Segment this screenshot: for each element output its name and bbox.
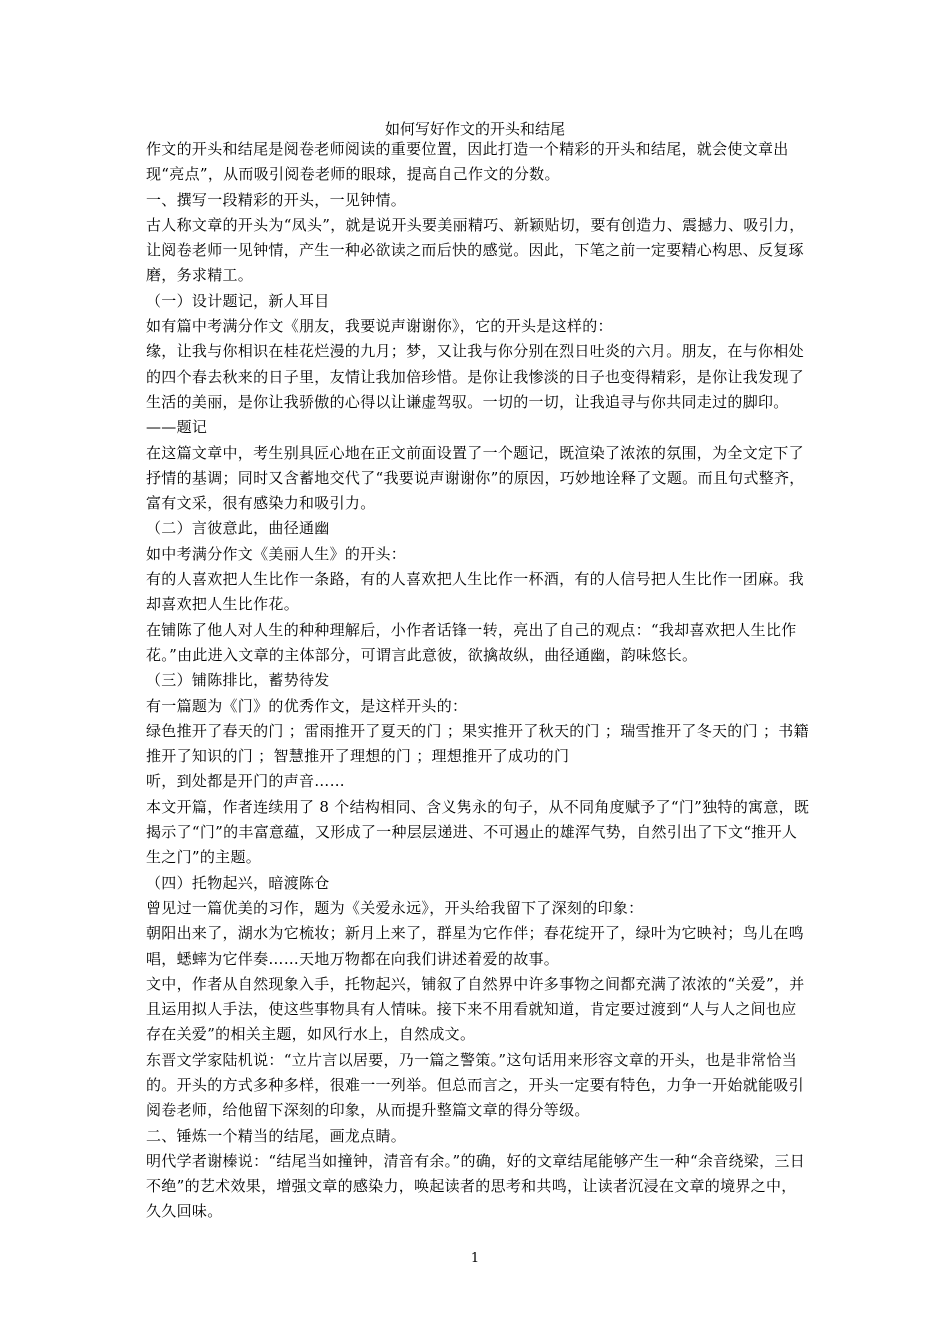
paragraph: 如有篇中考满分作文《朋友，我要说声谢谢你》，它的开头是这样的： — [146, 317, 613, 336]
subsection-heading: （三）铺陈排比，蓄势待发 — [146, 671, 330, 690]
paragraph: 东晋文学家陆机说：“立片言以居要，乃一篇之警策。”这句话用来形容文章的开头，也是非常恰当的。开头的方式多种多样，很难一一列举。但总而言之，开头一定要有特色，力争一开始就能吸引阅卷老师，给他留下深刻的印象，从而提升整篇文章的得分等级。 — [146, 1050, 804, 1120]
quoted-example: 朝阳出来了，湖水为它梳妆；新月上来了，群星为它作伴；春花绽开了，绿叶为它映衬；鸟儿在鸣唱，蟋蟀为它伴奏……天地万物都在向我们讲述着爱的故事。 — [146, 924, 804, 968]
paragraph: 如中考满分作文《美丽人生》的开头： — [146, 544, 407, 563]
paragraph: 古人称文章的开头为“凤头”，就是说开头要美丽精巧、新颖贴切，要有创造力、震撼力、吸引力，让阅卷老师一见钟情，产生一种必欲读之而后快的感觉。因此，下笔之前一定要精心构思、反复琢磨，务求精工。 — [146, 215, 805, 285]
subsection-heading: （四）托物起兴，暗渡陈仓 — [146, 873, 330, 892]
paragraph: 在铺陈了他人对人生的种种理解后，小作者话锋一转，亮出了自己的观点：“我却喜欢把人生比作花。”由此进入文章的主体部分，可谓言此意彼，欲擒故纵，曲径通幽，韵味悠长。 — [146, 620, 797, 664]
paragraph: 本文开篇，作者连续用了 8 个结构相同、含义隽永的句子，从不同角度赋予了“门”独特的寓意，既揭示了“门”的丰富意蕴，又形成了一种层层递进、不可遏止的雄浑气势，自然引出了下文“推开人生之门”的主题。 — [146, 797, 810, 867]
subsection-heading: （一）设计题记，新人耳目 — [146, 291, 330, 310]
quoted-example: 听，到处都是开门的声音…… — [146, 772, 345, 791]
document-body — [146, 137, 810, 1225]
section-heading: 一、撰写一段精彩的开头，一见钟情。 — [146, 190, 407, 209]
subsection-heading: （二）言彼意此，曲径通幽 — [146, 519, 330, 538]
quoted-example: 绿色推开了春天的门 ；雷雨推开了夏天的门 ；果实推开了秋天的门 ；瑞雪推开了冬天的门 ；书籍推开了知识的门 ；智慧推开了理想的门 ；理想推开了成功的门 — [146, 721, 809, 766]
document-title: 如何写好作文的开头和结尾 — [384, 120, 565, 138]
paragraph: 作文的开头和结尾是阅卷老师阅读的重要位置，因此打造一个精彩的开头和结尾，就会使文章出现“亮点”，从而吸引阅卷老师的眼球，提高自己作文的分数。 — [146, 140, 789, 184]
quoted-example: 缘，让我与你相识在桂花烂漫的九月；梦，又让我与你分别在烈日吐炎的六月。朋友，在与你相处的四个春去秋来的日子里，友情让我加倍珍惜。是你让我惨淡的日子也变得精彩，是你让我发现了生活的美丽，是你让我骄傲的心得以让谦虚驾驭。一切的一切，让我追寻与你共同走过的脚印。 ——题记 — [146, 342, 804, 437]
quoted-example: 有的人喜欢把人生比作一条路，有的人喜欢把人生比作一杯酒，有的人信号把人生比作一团麻。我却喜欢把人生比作花。 — [146, 570, 804, 614]
paragraph: 文中，作者从自然现象入手，托物起兴，铺叙了自然界中许多事物之间都充满了浓浓的“关爱”，并且运用拟人手法，使这些事物具有人情味。接下来不用看就知道，肯定要过渡到“人与人之间也应存在关爱”的相关主题，如风行水上，自然成文。 — [146, 974, 805, 1044]
paragraph: 在这篇文章中，考生别具匠心地在正文前面设置了一个题记，既渲染了浓浓的氛围，为全文定下了抒情的基调；同时又含蓄地交代了“我要说声谢谢你”的原因，巧妙地诠释了文题。而且句式整齐，富有文采，很有感染力和吸引力。 — [146, 443, 805, 513]
paragraph: 明代学者谢榛说：“结尾当如撞钟，清音有余。”的确，好的文章结尾能够产生一种“余音绕梁，三日不绝”的艺术效果，增强文章的感染力，唤起读者的思考和共鸣，让读者沉浸在文章的境界之中，久久回味。 — [146, 1151, 806, 1221]
page-number: 1 — [470, 1251, 480, 1266]
paragraph: 有一篇题为《门》的优秀作文，是这样开头的： — [146, 696, 468, 715]
paragraph: 曾见过一篇优美的习作，题为《关爱永远》，开头给我留下了深刻的印象： — [146, 898, 644, 917]
section-heading: 二、锤炼一个精当的结尾，画龙点睛。 — [146, 1126, 407, 1145]
